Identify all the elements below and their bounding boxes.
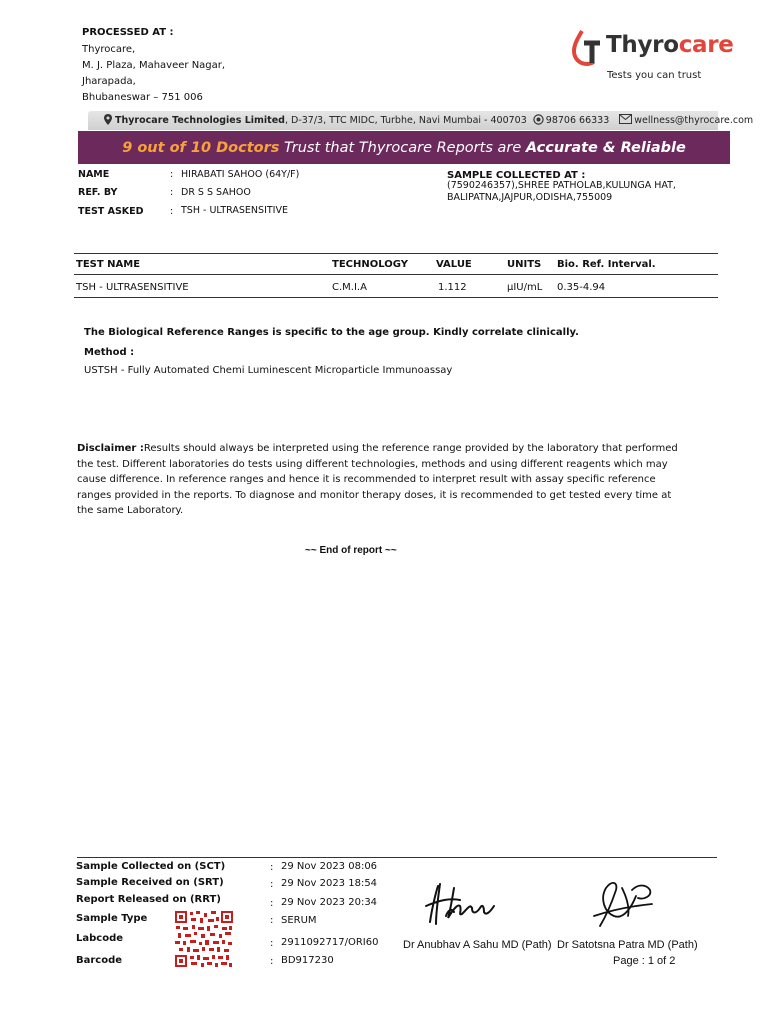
barcode-value: BD917230 (281, 955, 334, 966)
signature-1-image (424, 878, 504, 930)
header-units: UNITS (507, 259, 542, 270)
sample-collected-at-value: (7590246357),SHREE PATHOLAB,KULUNGA HAT, BALIPATNA,JAJPUR,ODISHA,755009 (447, 180, 676, 203)
processed-at-label: PROCESSED AT : (82, 27, 174, 38)
header-test-name: TEST NAME (76, 259, 141, 270)
processed-address-line-3: Jharapada, (82, 76, 136, 87)
table-bottom-rule (74, 297, 718, 298)
company-contact-strip (88, 111, 754, 130)
banner-text: Trust that Thyrocare Reports are (279, 139, 526, 156)
srt-label: Sample Received on (SRT) (76, 877, 224, 888)
ref-by-label: REF. BY (78, 187, 118, 198)
srt-colon: : (270, 879, 274, 890)
labcode-label: Labcode (76, 933, 124, 944)
company-phone[interactable]: 98706 66333 (545, 115, 610, 126)
ref-by-value: DR S S SAHOO (181, 187, 251, 198)
sample-type-colon: : (270, 915, 274, 926)
table-header-rule (74, 274, 718, 275)
map-pin-icon (104, 114, 112, 128)
banner-bold-text: Accurate & Reliable (525, 139, 686, 156)
logo-word-care: care (678, 32, 734, 58)
doctor-2-name: Dr Satotsna Patra MD (Path) (557, 939, 698, 951)
header-value: VALUE (436, 259, 472, 270)
row-value: 1.112 (438, 282, 467, 293)
processed-address-line-4: Bhubaneswar – 751 006 (82, 92, 203, 103)
qr-code-icon (174, 910, 234, 968)
company-email[interactable]: wellness@thyrocare.com (634, 115, 754, 126)
page-number: Page : 1 of 2 (613, 955, 676, 967)
labcode-value: 2911092717/ORI60 (281, 937, 379, 948)
processed-address-line-2: M. J. Plaza, Mahaveer Nagar, (82, 60, 226, 71)
reference-range-note: The Biological Reference Ranges is specific to the age group. Kindly correlate clinically. (84, 327, 579, 338)
company-address: , D-37/3, TTC MIDC, Turbhe, Navi Mumbai - 400703 (284, 115, 527, 126)
thyrocare-drop-logo-icon (574, 29, 604, 65)
header-ref-interval: Bio. Ref. Interval. (557, 259, 656, 270)
footer-rule (77, 857, 717, 858)
header-technology: TECHNOLOGY (332, 259, 408, 270)
logo-word-thyro: Thyro (606, 32, 679, 58)
patient-name-colon: : (170, 169, 174, 180)
method-value: USTSH - Fully Automated Chemi Luminescent Microparticle Immunoassay (84, 365, 453, 376)
disclaimer-label: Disclaimer : (77, 443, 144, 454)
barcode-label: Barcode (76, 955, 123, 966)
sample-collected-at-label: SAMPLE COLLECTED AT : (447, 170, 586, 181)
labcode-colon: : (270, 938, 274, 949)
srt-value: 29 Nov 2023 18:54 (281, 878, 378, 889)
signature-2-image (592, 876, 658, 936)
sct-value: 29 Nov 2023 08:06 (281, 861, 378, 872)
test-asked-value: TSH - ULTRASENSITIVE (181, 205, 288, 216)
banner-highlight: 9 out of 10 Doctors (122, 139, 280, 156)
row-test-name: TSH - ULTRASENSITIVE (76, 282, 189, 293)
patient-name-value: HIRABATI SAHOO (64Y/F) (181, 169, 300, 180)
rrt-label: Report Released on (RRT) (76, 894, 221, 905)
sct-label: Sample Collected on (SCT) (76, 861, 226, 872)
barcode-colon: : (270, 956, 274, 967)
company-name: Thyrocare Technologies Limited (115, 115, 285, 126)
ref-by-colon: : (170, 187, 174, 198)
row-units: µIU/mL (507, 282, 543, 293)
mail-icon (619, 114, 632, 127)
sample-type-value: SERUM (281, 915, 317, 926)
logo-wordmark (606, 32, 734, 58)
row-technology: C.M.I.A (332, 282, 367, 293)
rrt-value: 29 Nov 2023 20:34 (281, 897, 378, 908)
doctor-1-name: Dr Anubhav A Sahu MD (Path) (403, 939, 552, 951)
disclaimer-text: Results should always be interpreted using the reference range provided by the laboratory that performed the test. Different laboratories do tests using different technologies, methods and using different reagents which may cause difference. In reference ranges and hence it is recommended to interpret result with assay specific reference ranges provided in the reports. To diagnose and monitor therapy doses, it is recommended to get tested every time at the same Laboratory. (77, 443, 678, 517)
row-ref-interval: 0.35-4.94 (557, 282, 606, 293)
processed-address-line-1: Thyrocare, (82, 44, 136, 55)
trust-banner (78, 131, 730, 164)
whatsapp-icon (533, 114, 544, 128)
method-label: Method : (84, 347, 135, 358)
test-asked-colon: : (170, 206, 174, 217)
table-top-rule (74, 253, 718, 254)
rrt-colon: : (270, 898, 274, 909)
logo-tagline: Tests you can trust (607, 70, 702, 81)
sct-colon: : (270, 862, 274, 873)
patient-name-label: NAME (78, 169, 110, 180)
test-asked-label: TEST ASKED (78, 206, 144, 217)
disclaimer (77, 441, 687, 519)
end-of-report: ~~ End of report ~~ (305, 545, 397, 556)
sample-type-label: Sample Type (76, 913, 148, 924)
